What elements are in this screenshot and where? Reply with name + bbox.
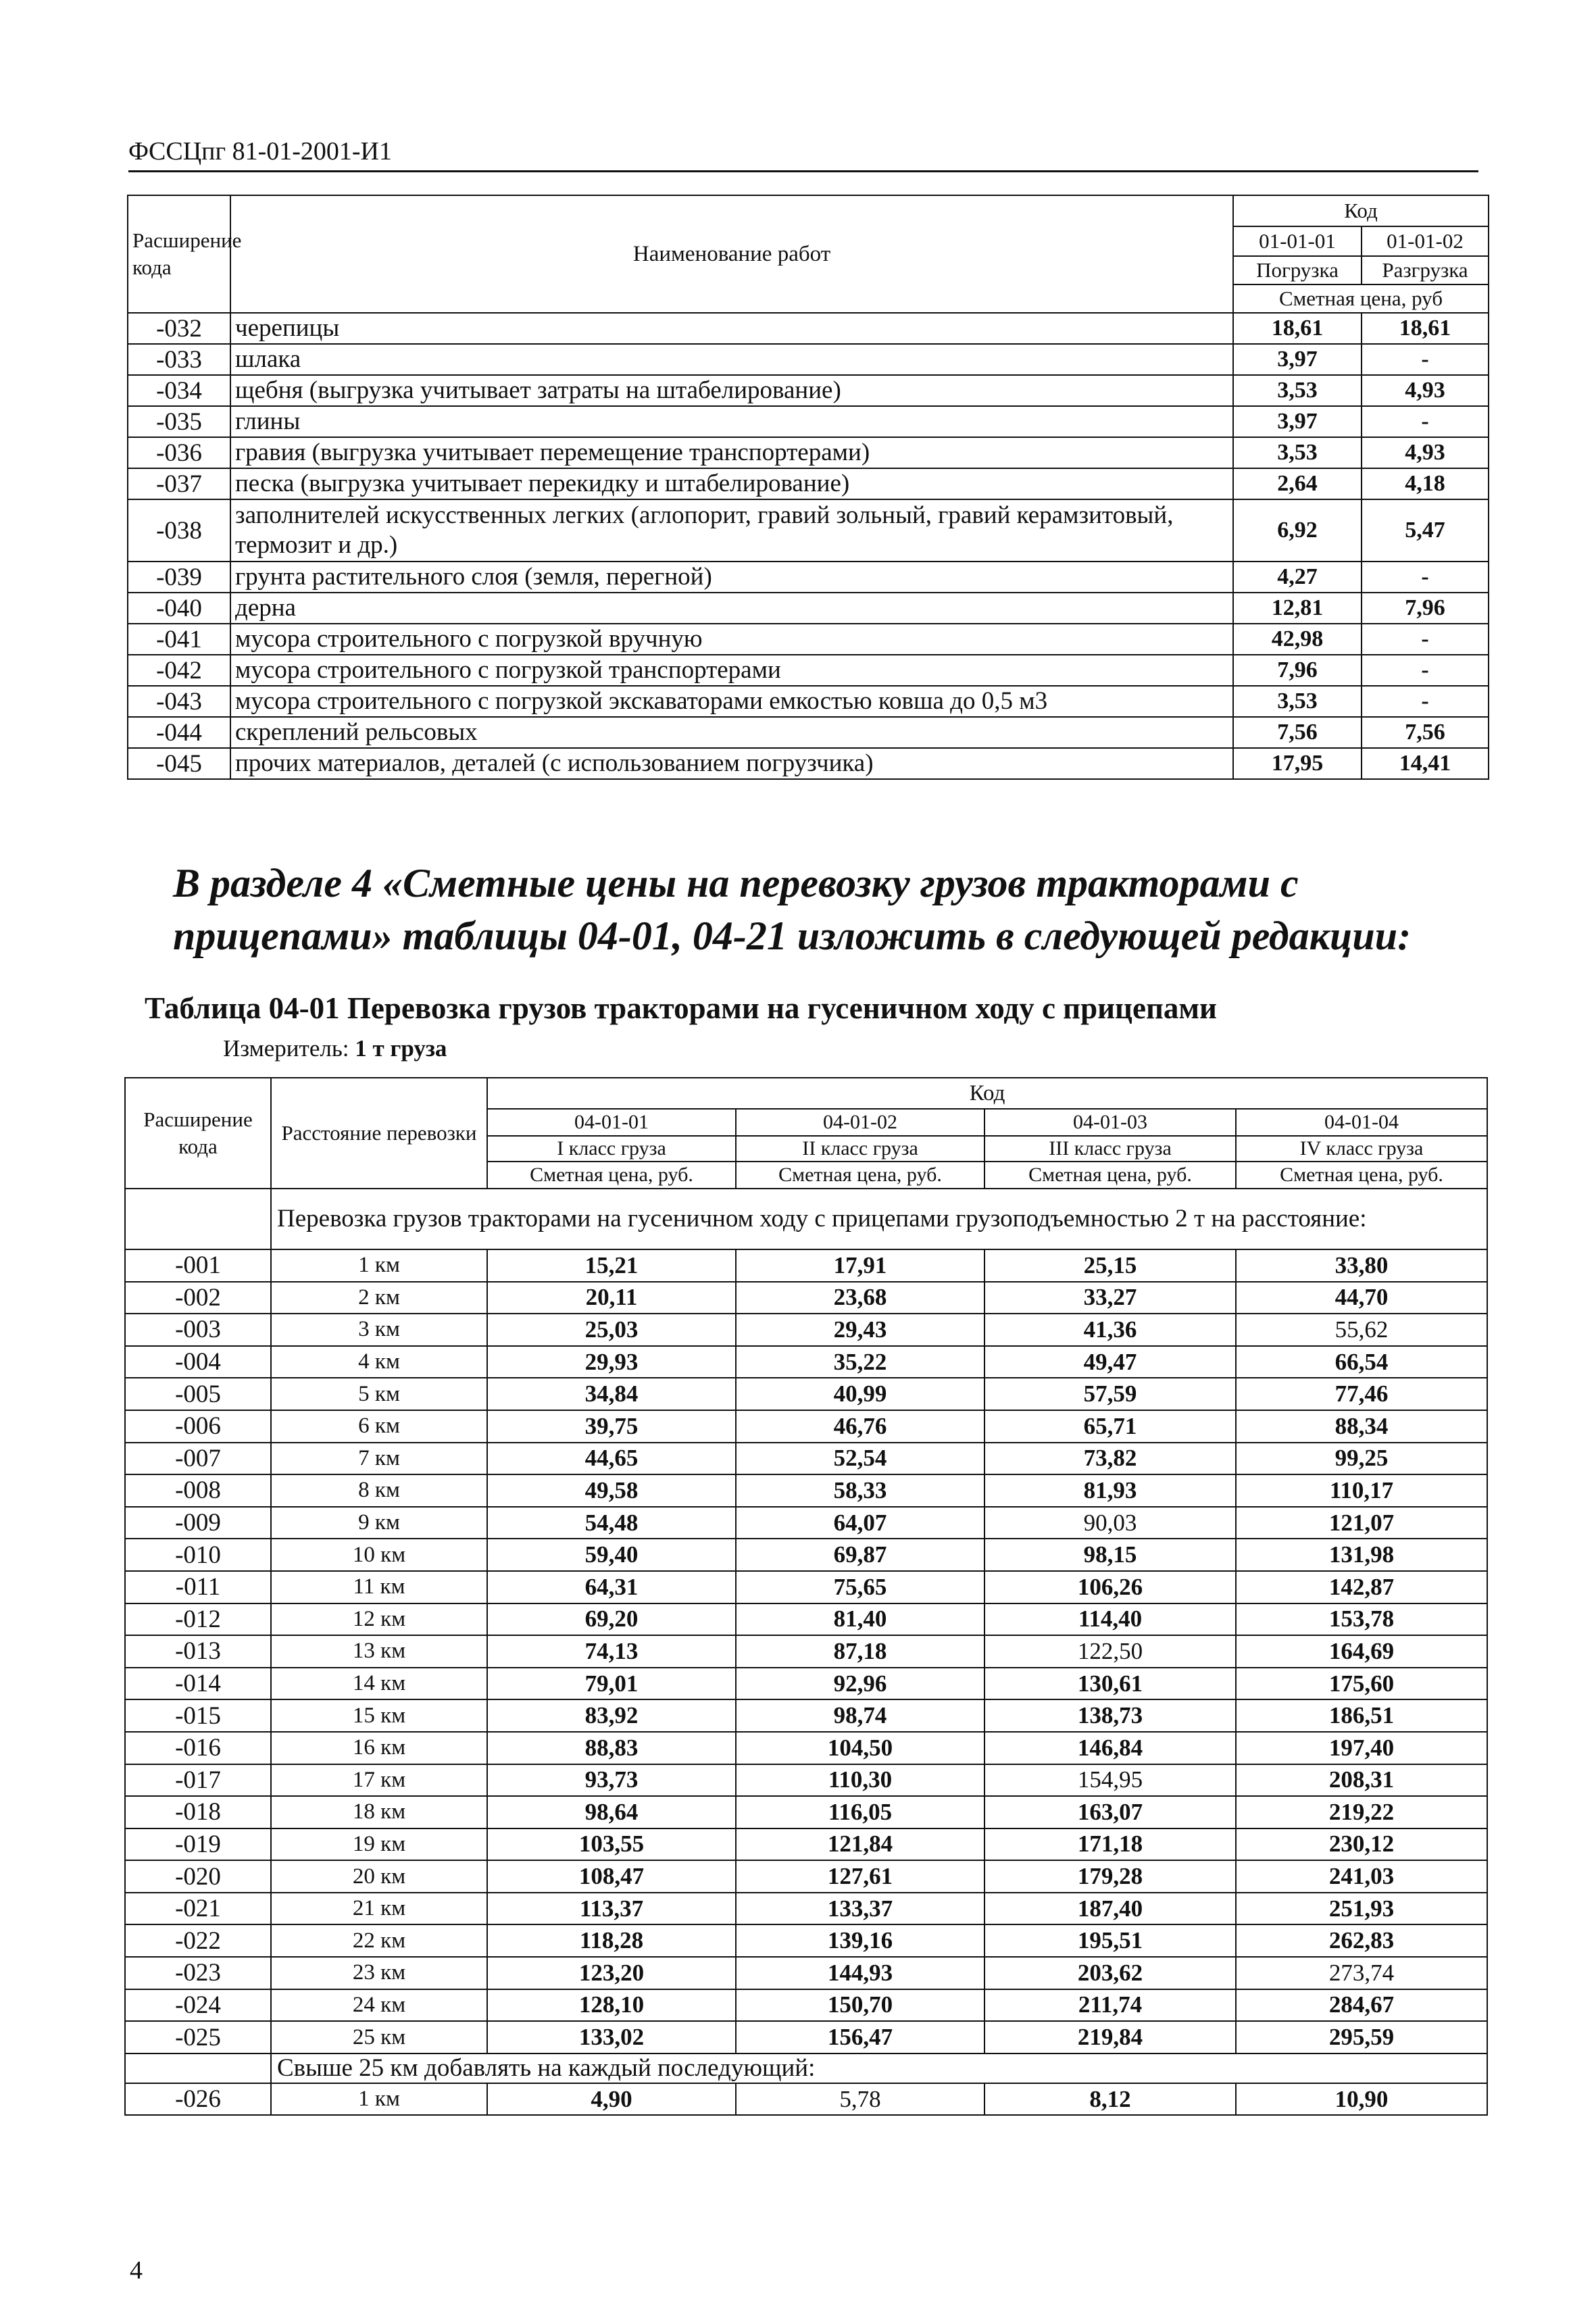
row-price-class-3: 171,18 [984, 1828, 1236, 1861]
row-distance: 18 км [271, 1796, 487, 1828]
row-price-class-2: 116,05 [736, 1796, 984, 1828]
row-price-class-1: 79,01 [487, 1668, 736, 1700]
table2-caption: Таблица 04-01 Перевозка грузов тракторами на гусеничном ходу с прицепами [145, 991, 1217, 1025]
row-price-unloading: 18,61 [1362, 313, 1489, 344]
row-distance: 25 км [271, 2021, 487, 2053]
row-price-class-4: 219,22 [1236, 1796, 1487, 1828]
row-distance: 4 км [271, 1346, 487, 1378]
row-price-class-1: 113,37 [487, 1893, 736, 1925]
row-price-class-4: 142,87 [1236, 1571, 1487, 1603]
row-price-class-3: 211,74 [984, 1989, 1236, 2022]
row-price-unloading: 4,93 [1362, 437, 1489, 468]
row-price-class-3: 73,82 [984, 1443, 1236, 1475]
row-code: -003 [125, 1314, 271, 1346]
row-price-class-4: 295,59 [1236, 2021, 1487, 2053]
group-title: Свыше 25 км добавлять на каждый последующий: [271, 2053, 1487, 2083]
row-name: заполнителей искусственных легких (аглопорит, гравий зольный, гравий керамзитовый, термозит и др.) [230, 499, 1233, 562]
row-price-loading: 2,64 [1233, 468, 1362, 499]
row-name: черепицы [230, 313, 1233, 344]
row-price-class-1: 49,58 [487, 1474, 736, 1507]
row-price-class-1: 34,84 [487, 1378, 736, 1410]
row-price-loading: 7,96 [1233, 655, 1362, 686]
row-price-class-3: 179,28 [984, 1860, 1236, 1893]
row-code: -005 [125, 1378, 271, 1410]
table-row [128, 313, 1489, 344]
row-distance: 9 км [271, 1507, 487, 1539]
row-price-class-3: 8,12 [984, 2083, 1236, 2116]
row-price-class-3: 163,07 [984, 1796, 1236, 1828]
row-code: -022 [125, 1924, 271, 1957]
row-price-class-2: 110,30 [736, 1764, 984, 1797]
table-row [125, 1410, 1487, 1443]
table-row [128, 375, 1489, 406]
row-code: -002 [125, 1282, 271, 1314]
row-price-class-3: 33,27 [984, 1282, 1236, 1314]
row-code: -014 [125, 1668, 271, 1700]
row-price-loading: 3,97 [1233, 406, 1362, 437]
t2-header-class: II класс груза [736, 1136, 984, 1162]
row-price-class-3: 90,03 [984, 1507, 1236, 1539]
table-row [128, 624, 1489, 655]
table-row [128, 593, 1489, 624]
row-price-class-3: 41,36 [984, 1314, 1236, 1346]
row-price-unloading: 4,18 [1362, 468, 1489, 499]
t2-header-kod: Код [487, 1078, 1487, 1109]
t2-header-class: IV класс груза [1236, 1136, 1487, 1162]
row-price-class-4: 77,46 [1236, 1378, 1487, 1410]
table-row [125, 1346, 1487, 1378]
t2-header-class: III класс груза [984, 1136, 1236, 1162]
row-price-class-4: 262,83 [1236, 1924, 1487, 1957]
row-price-class-2: 92,96 [736, 1668, 984, 1700]
row-code: -020 [125, 1860, 271, 1893]
row-price-class-1: 103,55 [487, 1828, 736, 1861]
row-price-class-2: 139,16 [736, 1924, 984, 1957]
row-price-class-2: 23,68 [736, 1282, 984, 1314]
row-price-class-1: 88,83 [487, 1732, 736, 1764]
row-code: -032 [128, 313, 230, 344]
row-code: -012 [125, 1603, 271, 1636]
row-price-class-2: 64,07 [736, 1507, 984, 1539]
row-name: дерна [230, 593, 1233, 624]
row-price-class-4: 197,40 [1236, 1732, 1487, 1764]
row-price-unloading: - [1362, 406, 1489, 437]
table-row [125, 1314, 1487, 1346]
row-price-loading: 4,27 [1233, 562, 1362, 593]
row-code: -018 [125, 1796, 271, 1828]
row-price-class-2: 104,50 [736, 1732, 984, 1764]
table-row [125, 1860, 1487, 1893]
meter-value: 1 т груза [355, 1035, 447, 1062]
row-price-class-4: 33,80 [1236, 1249, 1487, 1282]
row-code: -025 [125, 2021, 271, 2053]
row-distance: 3 км [271, 1314, 487, 1346]
table-row [125, 1249, 1487, 1282]
row-price-unloading: 7,56 [1362, 717, 1489, 748]
t1-header-op2: Разгрузка [1362, 256, 1489, 284]
row-price-class-4: 110,17 [1236, 1474, 1487, 1507]
row-code: -037 [128, 468, 230, 499]
section-instruction: В разделе 4 «Сметные цены на перевозку грузов тракторами с прицепами» таблицы 04-01, 04-21 изложить в следующей редакции: [173, 861, 1412, 958]
row-price-class-1: 108,47 [487, 1860, 736, 1893]
row-code: -023 [125, 1957, 271, 1989]
table-row [125, 2021, 1487, 2053]
table-row [125, 1796, 1487, 1828]
table-row [128, 655, 1489, 686]
row-price-loading: 18,61 [1233, 313, 1362, 344]
t2-header-code: 04-01-01 [487, 1109, 736, 1136]
row-distance: 13 км [271, 1635, 487, 1668]
t1-header-code1: 01-01-01 [1233, 226, 1362, 256]
row-distance: 17 км [271, 1764, 487, 1797]
row-price-class-3: 195,51 [984, 1924, 1236, 1957]
row-price-class-3: 81,93 [984, 1474, 1236, 1507]
row-distance: 21 км [271, 1893, 487, 1925]
row-price-class-4: 44,70 [1236, 1282, 1487, 1314]
t1-header-ext: Расширение кода [128, 195, 230, 313]
table-row [128, 748, 1489, 779]
row-distance: 10 км [271, 1539, 487, 1571]
row-code: -036 [128, 437, 230, 468]
row-price-class-4: 131,98 [1236, 1539, 1487, 1571]
row-price-class-3: 122,50 [984, 1635, 1236, 1668]
row-price-class-3: 146,84 [984, 1732, 1236, 1764]
row-code: -045 [128, 748, 230, 779]
row-price-loading: 6,92 [1233, 499, 1362, 562]
row-price-class-4: 99,25 [1236, 1443, 1487, 1475]
row-code: -008 [125, 1474, 271, 1507]
row-price-class-3: 57,59 [984, 1378, 1236, 1410]
table-row [125, 1989, 1487, 2022]
row-price-unloading: 7,96 [1362, 593, 1489, 624]
row-price-class-1: 4,90 [487, 2083, 736, 2116]
row-price-class-1: 118,28 [487, 1924, 736, 1957]
row-price-class-3: 106,26 [984, 1571, 1236, 1603]
row-price-class-2: 5,78 [736, 2083, 984, 2116]
row-name: скреплений рельсовых [230, 717, 1233, 748]
row-code: -035 [128, 406, 230, 437]
row-price-class-3: 25,15 [984, 1249, 1236, 1282]
row-code: -009 [125, 1507, 271, 1539]
table-row [128, 499, 1489, 562]
group-title: Перевозка грузов тракторами на гусеничном ходу с прицепами грузоподъемностью 2 т на расстояние: [271, 1189, 1487, 1249]
table-row [125, 1957, 1487, 1989]
t2-header-code: 04-01-02 [736, 1109, 984, 1136]
row-price-class-2: 150,70 [736, 1989, 984, 2022]
row-price-class-1: 15,21 [487, 1249, 736, 1282]
table-row [125, 1699, 1487, 1732]
row-price-class-1: 54,48 [487, 1507, 736, 1539]
row-price-loading: 3,53 [1233, 375, 1362, 406]
row-price-class-4: 273,74 [1236, 1957, 1487, 1989]
row-code: -006 [125, 1410, 271, 1443]
row-price-unloading: 14,41 [1362, 748, 1489, 779]
row-name: гравия (выгрузка учитывает перемещение транспортерами) [230, 437, 1233, 468]
row-code: -026 [125, 2083, 271, 2116]
t2-header-code: 04-01-04 [1236, 1109, 1487, 1136]
row-code: -040 [128, 593, 230, 624]
row-price-class-4: 10,90 [1236, 2083, 1487, 2116]
table-row [125, 1635, 1487, 1668]
row-price-class-4: 153,78 [1236, 1603, 1487, 1636]
row-distance: 1 км [271, 1249, 487, 1282]
row-distance: 7 км [271, 1443, 487, 1475]
row-name: мусора строительного с погрузкой вручную [230, 624, 1233, 655]
table-row [128, 717, 1489, 748]
row-price-loading: 17,95 [1233, 748, 1362, 779]
t2-header-dist: Расстояние перевозки [271, 1078, 487, 1189]
row-price-class-1: 123,20 [487, 1957, 736, 1989]
row-distance: 1 км [271, 2083, 487, 2116]
row-name: мусора строительного с погрузкой экскаваторами емкостью ковша до 0,5 м3 [230, 686, 1233, 717]
group-empty-cell [125, 2053, 271, 2083]
row-code: -011 [125, 1571, 271, 1603]
row-price-class-4: 121,07 [1236, 1507, 1487, 1539]
row-name: мусора строительного с погрузкой транспортерами [230, 655, 1233, 686]
row-name: щебня (выгрузка учитывает затраты на штабелирование) [230, 375, 1233, 406]
row-price-class-3: 138,73 [984, 1699, 1236, 1732]
row-price-class-1: 39,75 [487, 1410, 736, 1443]
row-price-unloading: - [1362, 686, 1489, 717]
group-row [125, 2053, 1487, 2083]
document-header [128, 135, 1478, 172]
row-price-class-2: 98,74 [736, 1699, 984, 1732]
table-row [125, 1571, 1487, 1603]
row-price-class-1: 59,40 [487, 1539, 736, 1571]
row-price-class-1: 93,73 [487, 1764, 736, 1797]
row-price-class-4: 175,60 [1236, 1668, 1487, 1700]
row-price-class-1: 44,65 [487, 1443, 736, 1475]
row-code: -007 [125, 1443, 271, 1475]
t1-header-kod: Код [1233, 195, 1489, 226]
row-price-class-2: 121,84 [736, 1828, 984, 1861]
table-row [128, 344, 1489, 375]
row-price-unloading: - [1362, 344, 1489, 375]
table-row [125, 1474, 1487, 1507]
row-code: -010 [125, 1539, 271, 1571]
row-price-class-1: 128,10 [487, 1989, 736, 2022]
row-code: -043 [128, 686, 230, 717]
table-row [125, 1603, 1487, 1636]
row-price-loading: 42,98 [1233, 624, 1362, 655]
row-price-class-2: 29,43 [736, 1314, 984, 1346]
row-distance: 12 км [271, 1603, 487, 1636]
row-price-class-1: 64,31 [487, 1571, 736, 1603]
row-price-class-1: 74,13 [487, 1635, 736, 1668]
t2-header-price: Сметная цена, руб. [1236, 1162, 1487, 1189]
meter-label: Измеритель: [223, 1035, 349, 1062]
row-price-class-2: 40,99 [736, 1378, 984, 1410]
row-code: -004 [125, 1346, 271, 1378]
row-distance: 5 км [271, 1378, 487, 1410]
row-code: -042 [128, 655, 230, 686]
row-code: -041 [128, 624, 230, 655]
row-price-class-2: 133,37 [736, 1893, 984, 1925]
table-row [128, 437, 1489, 468]
row-code: -001 [125, 1249, 271, 1282]
row-distance: 23 км [271, 1957, 487, 1989]
group-row [125, 1189, 1487, 1249]
row-price-class-2: 58,33 [736, 1474, 984, 1507]
row-code: -038 [128, 499, 230, 562]
table-row [128, 686, 1489, 717]
row-price-class-4: 230,12 [1236, 1828, 1487, 1861]
t2-header-ext: Расширение кода [125, 1078, 271, 1189]
row-price-class-1: 25,03 [487, 1314, 736, 1346]
row-distance: 6 км [271, 1410, 487, 1443]
row-code: -039 [128, 562, 230, 593]
row-name: глины [230, 406, 1233, 437]
t2-header-code: 04-01-03 [984, 1109, 1236, 1136]
row-price-class-4: 186,51 [1236, 1699, 1487, 1732]
row-price-class-3: 187,40 [984, 1893, 1236, 1925]
row-price-class-4: 208,31 [1236, 1764, 1487, 1797]
row-price-unloading: 5,47 [1362, 499, 1489, 562]
t1-header-name: Наименование работ [230, 195, 1233, 313]
table-row [128, 562, 1489, 593]
t2-header-price: Сметная цена, руб. [487, 1162, 736, 1189]
table-row [128, 468, 1489, 499]
row-distance: 19 км [271, 1828, 487, 1861]
row-distance: 22 км [271, 1924, 487, 1957]
t1-header-code2: 01-01-02 [1362, 226, 1489, 256]
table-row [125, 1507, 1487, 1539]
row-price-class-4: 66,54 [1236, 1346, 1487, 1378]
row-distance: 11 км [271, 1571, 487, 1603]
t1-header-price: Сметная цена, руб [1233, 284, 1489, 313]
t2-header-price: Сметная цена, руб. [984, 1162, 1236, 1189]
table-row [125, 2083, 1487, 2116]
row-name: песка (выгрузка учитывает перекидку и штабелирование) [230, 468, 1233, 499]
page-number: 4 [130, 2256, 143, 2285]
row-distance: 24 км [271, 1989, 487, 2022]
row-price-unloading: - [1362, 655, 1489, 686]
row-price-class-2: 46,76 [736, 1410, 984, 1443]
row-code: -016 [125, 1732, 271, 1764]
row-price-class-3: 98,15 [984, 1539, 1236, 1571]
row-distance: 2 км [271, 1282, 487, 1314]
row-code: -024 [125, 1989, 271, 2022]
table-row [125, 1282, 1487, 1314]
row-name: грунта растительного слоя (земля, перегной) [230, 562, 1233, 593]
table-row [125, 1443, 1487, 1475]
table-row [125, 1668, 1487, 1700]
row-price-class-2: 87,18 [736, 1635, 984, 1668]
row-price-class-4: 55,62 [1236, 1314, 1487, 1346]
row-code: -034 [128, 375, 230, 406]
row-price-class-3: 49,47 [984, 1346, 1236, 1378]
table-row [125, 1378, 1487, 1410]
row-distance: 15 км [271, 1699, 487, 1732]
row-distance: 8 км [271, 1474, 487, 1507]
table-row [128, 406, 1489, 437]
row-price-unloading: - [1362, 562, 1489, 593]
row-price-class-2: 17,91 [736, 1249, 984, 1282]
row-price-class-4: 241,03 [1236, 1860, 1487, 1893]
document-code: ФССЦпг 81-01-2001-И1 [128, 137, 392, 166]
row-price-class-2: 52,54 [736, 1443, 984, 1475]
row-price-class-3: 65,71 [984, 1410, 1236, 1443]
row-price-loading: 7,56 [1233, 717, 1362, 748]
row-price-class-1: 69,20 [487, 1603, 736, 1636]
row-price-class-2: 69,87 [736, 1539, 984, 1571]
row-distance: 16 км [271, 1732, 487, 1764]
table-row [125, 1893, 1487, 1925]
row-code: -017 [125, 1764, 271, 1797]
row-distance: 20 км [271, 1860, 487, 1893]
row-price-class-1: 133,02 [487, 2021, 736, 2053]
row-price-class-2: 144,93 [736, 1957, 984, 1989]
row-code: -021 [125, 1893, 271, 1925]
t2-header-class: I класс груза [487, 1136, 736, 1162]
table2-meter [223, 1032, 447, 1065]
row-price-loading: 12,81 [1233, 593, 1362, 624]
table-row [125, 1924, 1487, 1957]
row-name: прочих материалов, деталей (с использованием погрузчика) [230, 748, 1233, 779]
row-price-class-1: 29,93 [487, 1346, 736, 1378]
row-price-class-3: 219,84 [984, 2021, 1236, 2053]
group-empty-cell [125, 1189, 271, 1249]
row-code: -044 [128, 717, 230, 748]
row-name: шлака [230, 344, 1233, 375]
row-price-class-2: 156,47 [736, 2021, 984, 2053]
table-row [125, 1732, 1487, 1764]
row-price-class-2: 81,40 [736, 1603, 984, 1636]
row-price-class-3: 154,95 [984, 1764, 1236, 1797]
t1-header-op1: Погрузка [1233, 256, 1362, 284]
row-code: -013 [125, 1635, 271, 1668]
table-row [125, 1828, 1487, 1861]
row-price-class-1: 83,92 [487, 1699, 736, 1732]
row-price-class-4: 251,93 [1236, 1893, 1487, 1925]
row-code: -015 [125, 1699, 271, 1732]
row-price-class-2: 75,65 [736, 1571, 984, 1603]
row-price-class-2: 35,22 [736, 1346, 984, 1378]
row-price-class-4: 284,67 [1236, 1989, 1487, 2022]
table-04-01 [124, 1077, 1488, 2116]
row-price-class-4: 164,69 [1236, 1635, 1487, 1668]
row-price-class-4: 88,34 [1236, 1410, 1487, 1443]
row-price-class-3: 130,61 [984, 1668, 1236, 1700]
row-price-class-3: 114,40 [984, 1603, 1236, 1636]
row-price-class-1: 20,11 [487, 1282, 736, 1314]
row-price-loading: 3,53 [1233, 437, 1362, 468]
table-loading-prices [127, 195, 1489, 780]
table-row [125, 1539, 1487, 1571]
row-code: -019 [125, 1828, 271, 1861]
row-price-class-3: 203,62 [984, 1957, 1236, 1989]
row-distance: 14 км [271, 1668, 487, 1700]
t2-header-price: Сметная цена, руб. [736, 1162, 984, 1189]
row-price-unloading: 4,93 [1362, 375, 1489, 406]
row-price-loading: 3,53 [1233, 686, 1362, 717]
row-price-class-1: 98,64 [487, 1796, 736, 1828]
row-code: -033 [128, 344, 230, 375]
table-row [125, 1764, 1487, 1797]
row-price-class-2: 127,61 [736, 1860, 984, 1893]
row-price-unloading: - [1362, 624, 1489, 655]
row-price-loading: 3,97 [1233, 344, 1362, 375]
